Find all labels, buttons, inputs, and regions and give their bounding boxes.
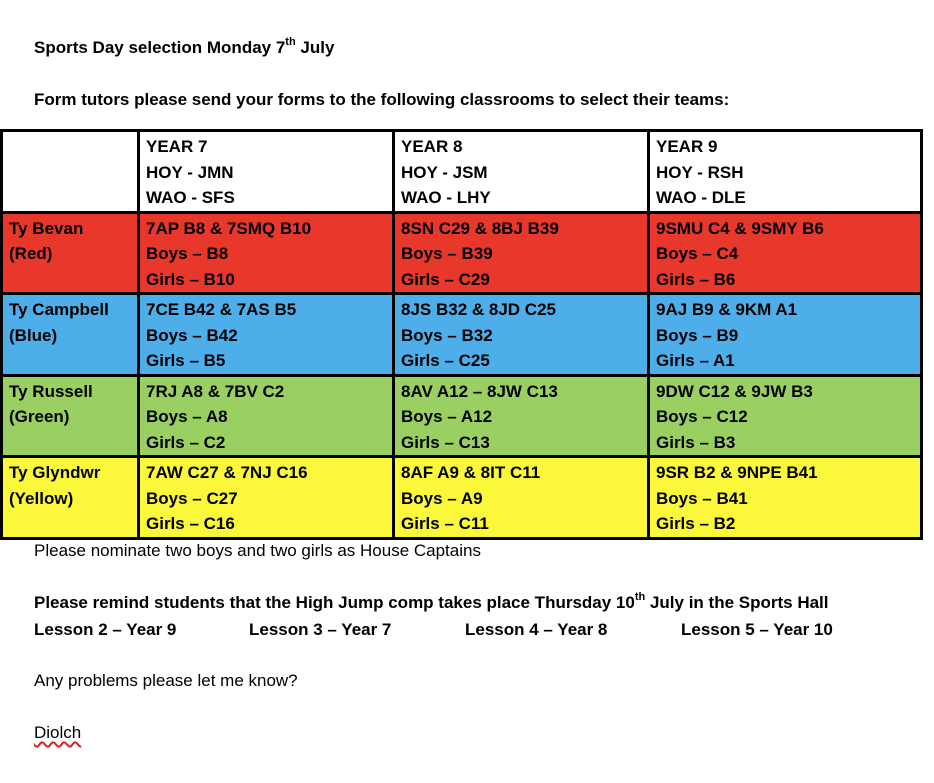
house-name-cell: Ty Glyndwr (Yellow) xyxy=(2,457,139,539)
house-name-cell: Ty Bevan (Red) xyxy=(2,212,139,294)
year8-room-cell: 8JS B32 & 8JD C25 Boys – B32 Girls – C25 xyxy=(394,294,649,376)
instruction-text: Form tutors please send your forms to the following classrooms to select their teams: xyxy=(34,90,730,109)
house-row-campbell xyxy=(2,294,922,376)
year8-header-cell: YEAR 8 HOY - JSM WAO - LHY xyxy=(394,131,649,213)
house-name-cell: Ty Russell (Green) xyxy=(2,375,139,457)
reminder-text: Please remind students that the High Jump comp takes place Thursday 10th July in the Sports Hall xyxy=(34,591,829,612)
corner-cell xyxy=(2,131,139,213)
year7-room-cell: 7AP B8 & 7SMQ B10 Boys – B8 Girls – B10 xyxy=(139,212,394,294)
year7-header-cell: YEAR 7 HOY - JMN WAO - SFS xyxy=(139,131,394,213)
house-name-cell: Ty Campbell (Blue) xyxy=(2,294,139,376)
year9-room-cell: 9SR B2 & 9NPE B41 Boys – B41 Girls – B2 xyxy=(649,457,922,539)
house-row-bevan xyxy=(2,212,922,294)
house-row-russell xyxy=(2,375,922,457)
problems-text: Any problems please let me know? xyxy=(34,671,298,690)
year7-room-cell: 7CE B42 & 7AS B5 Boys – B42 Girls – B5 xyxy=(139,294,394,376)
table-header-row xyxy=(2,131,922,213)
lesson-item: Lesson 3 – Year 7 xyxy=(249,620,392,639)
year8-room-cell: 8AF A9 & 8IT C11 Boys – A9 Girls – C11 xyxy=(394,457,649,539)
year9-room-cell: 9AJ B9 & 9KM A1 Boys – B9 Girls – A1 xyxy=(649,294,922,376)
signoff-text xyxy=(34,723,81,743)
year9-room-cell: 9SMU C4 & 9SMY B6 Boys – C4 Girls – B6 xyxy=(649,212,922,294)
page-title: Sports Day selection Monday 7th July xyxy=(34,36,335,57)
year8-room-cell: 8AV A12 – 8JW C13 Boys – A12 Girls – C13 xyxy=(394,375,649,457)
year7-room-cell: 7AW C27 & 7NJ C16 Boys – C27 Girls – C16 xyxy=(139,457,394,539)
house-row-glyndwr xyxy=(2,457,922,539)
signoff-word: Diolch xyxy=(34,723,82,742)
lesson-item: Lesson 4 – Year 8 xyxy=(465,620,608,639)
year7-room-cell: 7RJ A8 & 7BV C2 Boys – A8 Girls – C2 xyxy=(139,375,394,457)
lesson-item: Lesson 2 – Year 9 xyxy=(34,620,177,639)
year9-header-cell: YEAR 9 HOY - RSH WAO - DLE xyxy=(649,131,922,213)
lesson-item: Lesson 5 – Year 10 xyxy=(681,620,833,639)
selection-table xyxy=(0,129,923,540)
nominate-text: Please nominate two boys and two girls as House Captains xyxy=(34,541,481,560)
year8-room-cell: 8SN C29 & 8BJ B39 Boys – B39 Girls – C29 xyxy=(394,212,649,294)
year9-room-cell: 9DW C12 & 9JW B3 Boys – C12 Girls – B3 xyxy=(649,375,922,457)
lesson-schedule xyxy=(0,620,934,640)
